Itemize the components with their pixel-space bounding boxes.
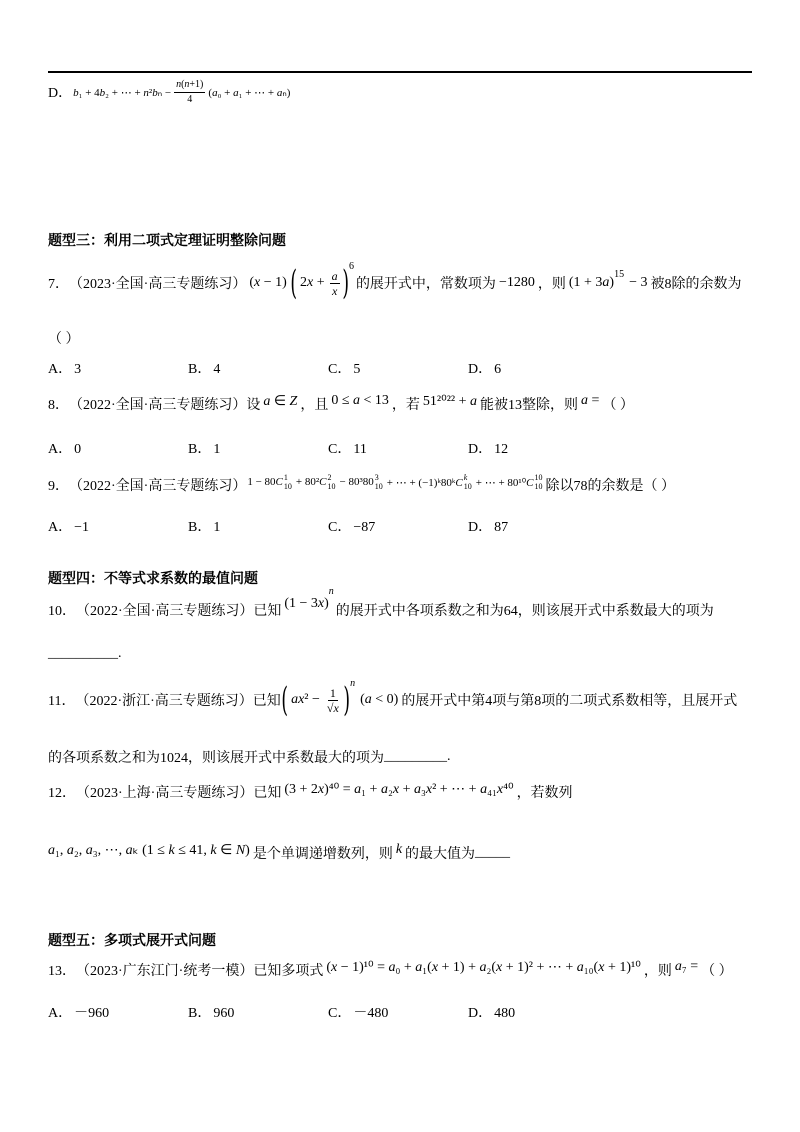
question-text: ，若 bbox=[391, 398, 420, 413]
option-c bbox=[328, 516, 468, 536]
math-expression: 0 ≤ a < 13 bbox=[331, 393, 389, 408]
option-label: A． bbox=[48, 362, 73, 377]
option-d bbox=[468, 516, 608, 536]
index-sub: 10 bbox=[327, 482, 336, 491]
question-9 bbox=[48, 471, 675, 499]
option-d bbox=[468, 358, 608, 378]
question-10 bbox=[48, 586, 714, 622]
question-source: （2023·广东江门·统考一模）已知多项式 bbox=[76, 964, 324, 979]
math-condition: (a < 0) bbox=[360, 692, 399, 707]
sentence-end: . bbox=[118, 646, 122, 661]
previous-option-d bbox=[48, 80, 291, 104]
question-text: 被8除的余数为 bbox=[650, 277, 742, 292]
question-12-continued bbox=[48, 841, 510, 865]
big-paren-open: ( bbox=[281, 680, 288, 720]
stacked-index bbox=[375, 473, 383, 491]
option-label: B． bbox=[188, 442, 212, 457]
math-factor: (1 − 3x) bbox=[284, 596, 329, 611]
math-expression: a = bbox=[581, 393, 600, 408]
option-label: D． bbox=[48, 86, 73, 101]
exponent: 6 bbox=[348, 261, 354, 272]
index-sup: 10 bbox=[534, 473, 543, 482]
answer-blank: （ ） bbox=[602, 398, 634, 413]
option-value: 12 bbox=[494, 442, 509, 457]
exponent: 15 bbox=[614, 269, 625, 280]
question-text: 的展开式中，常数项为 bbox=[355, 277, 496, 292]
answer-blank: _________ bbox=[384, 749, 447, 764]
question-source: （2022·浙江·高三专题练习）已知 bbox=[75, 694, 281, 709]
question-number: 11． bbox=[48, 694, 76, 709]
option-label: C． bbox=[328, 442, 352, 457]
section-title-4: 题型四：不等式求系数的最值问题 bbox=[48, 572, 258, 587]
question-text: ，则 bbox=[537, 277, 566, 292]
option-value: 11 bbox=[353, 442, 367, 457]
option-value: 1 bbox=[213, 442, 221, 457]
option-c bbox=[328, 1002, 468, 1022]
answer-blank: _____ bbox=[475, 845, 511, 860]
math-term: − 80³80 bbox=[339, 476, 374, 488]
option-value: 5 bbox=[353, 362, 361, 377]
index-sub: 10 bbox=[534, 482, 543, 491]
question-text: ，若数列 bbox=[516, 786, 573, 801]
math-expression: (3 + 2x)⁴⁰ = a₁ + a₂x + a₃x² + ⋯ + a₄₁x⁴⁰ bbox=[284, 781, 514, 797]
question-number: 10． bbox=[48, 604, 76, 619]
option-value: 87 bbox=[494, 520, 509, 535]
math-term: + ⋯ + (−1)ᵏ80ᵏC bbox=[386, 476, 463, 489]
option-value: 6 bbox=[494, 362, 502, 377]
option-label: D． bbox=[468, 520, 493, 535]
math-value: −1280 bbox=[498, 275, 535, 290]
stacked-index bbox=[328, 473, 336, 491]
options-q13 bbox=[48, 1000, 608, 1024]
option-label: A． bbox=[48, 1006, 73, 1021]
option-value: －480 bbox=[353, 1006, 389, 1021]
math-factor: (1 + 3a) bbox=[568, 275, 615, 290]
question-text: 的展开式中第4项与第8项的二项式系数相等，且展开式 bbox=[401, 694, 738, 709]
option-c bbox=[328, 438, 468, 458]
option-label: C． bbox=[328, 1006, 352, 1021]
math-expression: b₁ + 4b₂ + ⋯ + n²bₙ − bbox=[73, 86, 172, 99]
options-q9 bbox=[48, 514, 608, 538]
math-term: − 3 bbox=[629, 275, 648, 290]
index-sup: k bbox=[463, 473, 468, 482]
big-paren-open: ( bbox=[290, 263, 297, 303]
math-term: + ⋯ + 80¹⁰C bbox=[475, 476, 534, 489]
big-paren-close: ) bbox=[343, 680, 350, 720]
fraction-numerator: 1 bbox=[329, 685, 336, 700]
math-term: 1 − 80C bbox=[247, 476, 283, 488]
question-number: 7． bbox=[48, 277, 69, 292]
option-label: D． bbox=[468, 1006, 493, 1021]
math-expression: a₇ = bbox=[674, 959, 699, 974]
question-source: （2022·全国·高三专题练习）已知 bbox=[76, 604, 282, 619]
question-number: 9． bbox=[48, 479, 69, 494]
math-expression: a ∈ Z bbox=[263, 393, 298, 409]
math-expression: (x − 1)¹⁰ = a₀ + a₁(x + 1) + a₂(x + 1)² + ⋯ + a₁₀(x + 1)¹⁰ bbox=[326, 959, 641, 975]
option-value: 480 bbox=[494, 1006, 516, 1021]
option-b bbox=[188, 1002, 328, 1022]
question-source: （2023·全国·高三专题练习） bbox=[69, 277, 247, 292]
option-label: A． bbox=[48, 520, 73, 535]
fraction bbox=[174, 78, 205, 107]
index-sub: 10 bbox=[374, 482, 383, 491]
exponent: n bbox=[350, 678, 356, 689]
option-d bbox=[468, 438, 608, 458]
answer-blank: （ ） bbox=[48, 332, 80, 347]
header-rule bbox=[48, 71, 752, 73]
question-text: 的展开式中各项系数之和为64，则该展开式中系数最大的项为 bbox=[335, 604, 714, 619]
fraction-denominator: √x bbox=[326, 700, 339, 715]
question-7 bbox=[48, 261, 741, 305]
index-sup: 2 bbox=[327, 473, 332, 482]
math-expression: 51²⁰²² + a bbox=[422, 393, 478, 409]
question-text: 的各项系数之和为1024，则该展开式中系数最大的项为 bbox=[48, 751, 384, 766]
question-11 bbox=[48, 678, 737, 722]
math-term: + 80²C bbox=[295, 476, 327, 488]
math-term: ax² − bbox=[291, 692, 320, 707]
option-b bbox=[188, 438, 328, 458]
option-a bbox=[48, 516, 188, 536]
question-source: （2023·上海·高三专题练习）已知 bbox=[76, 786, 282, 801]
option-label: B． bbox=[188, 520, 212, 535]
index-sup: 1 bbox=[283, 473, 288, 482]
option-a bbox=[48, 1002, 188, 1022]
question-8 bbox=[48, 392, 634, 416]
exponent: n bbox=[328, 586, 334, 597]
option-label: B． bbox=[188, 362, 212, 377]
option-label: C． bbox=[328, 520, 352, 535]
option-c bbox=[328, 358, 468, 378]
sentence-end: . bbox=[447, 749, 451, 764]
answer-blank-line bbox=[48, 642, 122, 666]
option-label: D． bbox=[468, 362, 493, 377]
option-b bbox=[188, 516, 328, 536]
math-expression bbox=[246, 473, 545, 491]
option-value: －960 bbox=[74, 1006, 110, 1021]
section-title-5: 题型五：多项式展开式问题 bbox=[48, 934, 216, 949]
question-12 bbox=[48, 780, 573, 804]
big-paren-close: ) bbox=[341, 263, 349, 303]
option-label: B． bbox=[188, 1006, 212, 1021]
fraction bbox=[330, 269, 340, 298]
option-a bbox=[48, 438, 188, 458]
option-value: 0 bbox=[74, 442, 82, 457]
math-factor: (x − 1) bbox=[249, 275, 287, 290]
option-label: C． bbox=[328, 362, 352, 377]
question-text: 除以78的余数是（ ） bbox=[545, 479, 675, 494]
math-expression: (a₀ + a₁ + ⋯ + aₙ) bbox=[208, 86, 291, 99]
option-value: 960 bbox=[213, 1006, 235, 1021]
section-title-3: 题型三：利用二项式定理证明整除问题 bbox=[48, 234, 286, 249]
fraction bbox=[325, 686, 341, 715]
fraction-numerator: a bbox=[331, 268, 338, 283]
answer-blank: （ ） bbox=[701, 964, 733, 979]
question-number: 8． bbox=[48, 398, 69, 413]
answer-blank: __________ bbox=[48, 646, 118, 661]
option-value: 3 bbox=[74, 362, 82, 377]
fraction-denominator: x bbox=[332, 283, 338, 298]
option-a bbox=[48, 358, 188, 378]
question-text: 的最大值为 bbox=[405, 847, 476, 862]
option-value: 4 bbox=[213, 362, 221, 377]
option-d bbox=[468, 1002, 608, 1022]
question-11-continued bbox=[48, 745, 451, 769]
question-text: ，则 bbox=[643, 964, 672, 979]
fraction-numerator: n(n+1) bbox=[174, 78, 205, 93]
index-sup: 3 bbox=[374, 473, 379, 482]
question-number: 13． bbox=[48, 964, 76, 979]
index-sub: 10 bbox=[463, 482, 472, 491]
question-source: （2022·全国·高三专题练习） bbox=[69, 479, 247, 494]
option-label: D． bbox=[468, 442, 493, 457]
fraction-denominator: 4 bbox=[187, 93, 193, 105]
option-value: −87 bbox=[353, 520, 376, 535]
question-text: ，且 bbox=[300, 398, 329, 413]
question-number: 12． bbox=[48, 786, 76, 801]
question-text: 是个单调递增数列，则 bbox=[252, 847, 393, 862]
option-value: −1 bbox=[74, 520, 90, 535]
question-13 bbox=[48, 956, 733, 984]
index-sub: 10 bbox=[283, 482, 292, 491]
math-term: 2x + bbox=[300, 275, 325, 290]
options-q7 bbox=[48, 356, 608, 380]
math-variable: k bbox=[395, 842, 403, 857]
option-b bbox=[188, 358, 328, 378]
stacked-index bbox=[284, 473, 292, 491]
question-source: （2022·全国·高三专题练习）设 bbox=[69, 398, 261, 413]
stacked-index bbox=[464, 473, 472, 491]
option-value: 1 bbox=[213, 520, 221, 535]
options-q8 bbox=[48, 436, 608, 460]
stacked-index bbox=[534, 473, 542, 491]
math-expression: a₁, a₂, a₃, ⋯, aₖ (1 ≤ k ≤ 41, k ∈ N) bbox=[48, 842, 250, 858]
question-text: 能被13整除，则 bbox=[480, 398, 579, 413]
option-label: A． bbox=[48, 442, 73, 457]
